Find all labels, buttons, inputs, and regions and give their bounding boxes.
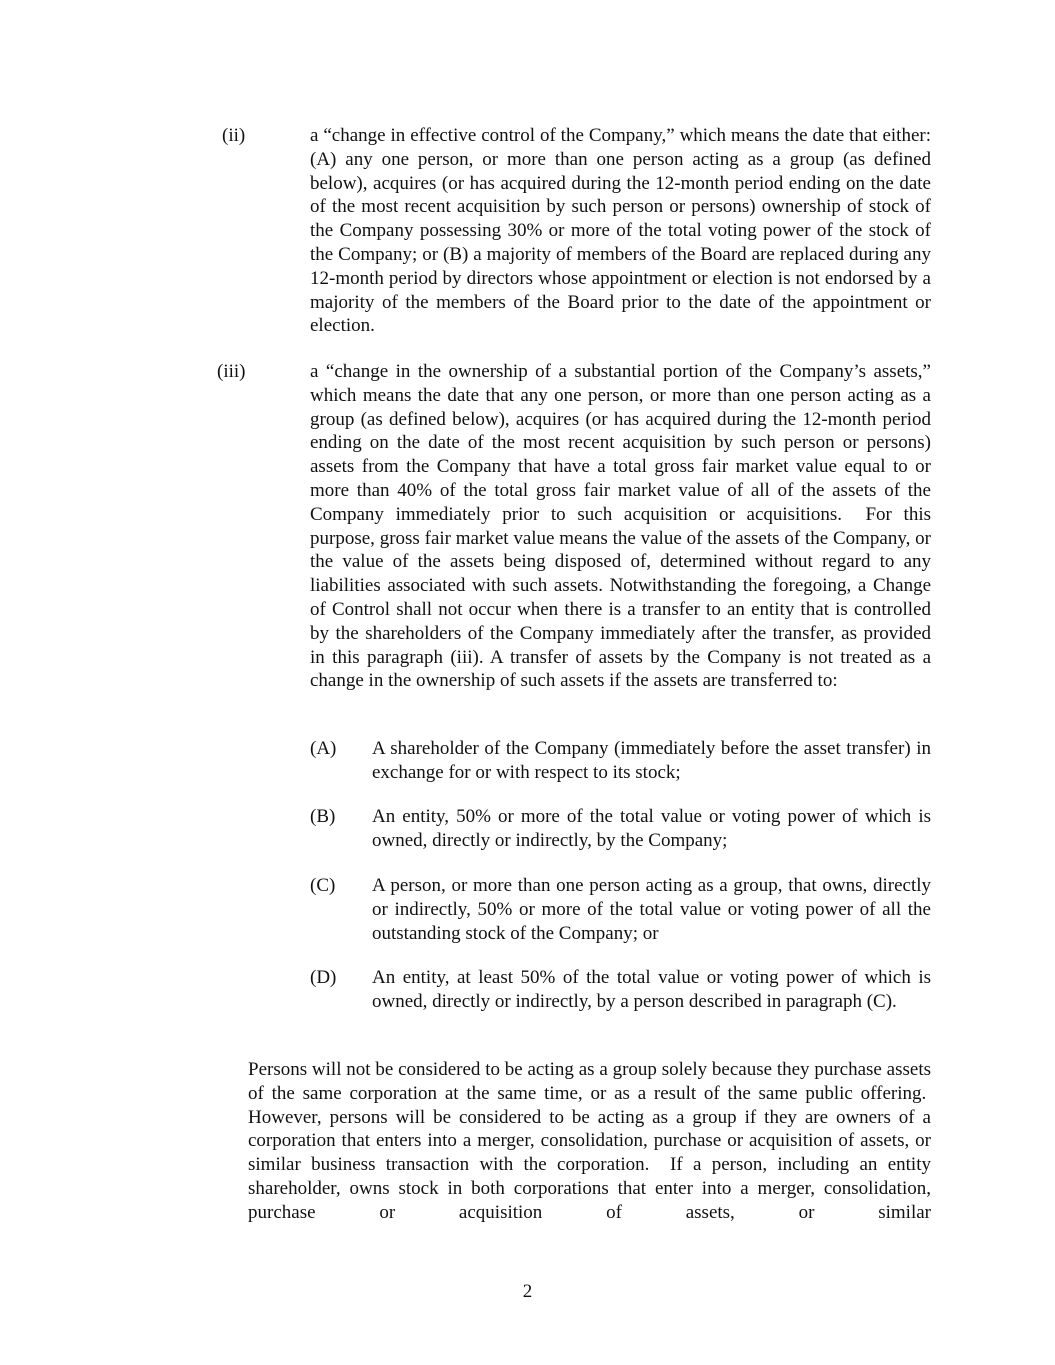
subitem-a-label: (A)	[310, 738, 337, 759]
subitem-c-label: (C)	[310, 875, 336, 896]
subitem-b-label: (B)	[310, 806, 336, 827]
section-iii-text: a “change in the ownership of a substantial portion of the Company’s assets,” which means the date that any one person, or more than one person acting as a group (as defined below), acquires (or has acquired during the 12-month period ending on the date of the most recent acquisition by such person or persons) assets from the Company that have a total gross fair market value equal to or more than 40% of the total gross fair market value of all of the assets of the Company immediately prior to such acquisition or acquisitions. For this purpose, gross fair market value means the value of the assets of the Company, or the value of the assets being disposed of, determined without regard to any liabilities associated with such assets. Notwithstanding the foregoing, a Change of Control shall not occur when there is a transfer to an entity that is controlled by the shareholders of the Company immediately after the transfer, as provided in this paragraph (iii). A transfer of assets by the Company is not treated as a change in the ownership of such assets if the assets are transferred to:	[310, 361, 931, 692]
subitem-a-text: A shareholder of the Company (immediately before the asset transfer) in exchange for or with respect to its stock;	[372, 738, 931, 783]
closing-paragraph: Persons will not be considered to be acting as a group solely because they purchase assets of the same corporation at the same time, or as a result of the same public offering. However, persons will be considered to be acting as a group if they are owners of a corporation that enters into a merger, consolidation, purchase or acquisition of assets, or similar business transaction with the corporation. If a person, including an entity shareholder, owns stock in both corporations that enter into a merger, consolidation, purchase or acquisition of assets, or similar	[248, 1059, 931, 1223]
section-iii-label: (iii)	[217, 361, 246, 382]
subitem-b-text: An entity, 50% or more of the total value or voting power of which is owned, directly or indirectly, by the Company;	[372, 806, 931, 851]
section-ii-text: a “change in effective control of the Company,” which means the date that either: (A) any one person, or more than one person acting as a group (as defined below), acquires (or has acquired during the 12-month period ending on the date of the most recent acquisition by such person or persons) ownership of stock of the Company possessing 30% or more of the total voting power of the stock of the Company; or (B) a majority of members of the Board are replaced during any 12-month period by directors whose appointment or election is not endorsed by a majority of the members of the Board prior to the date of the appointment or election.	[310, 125, 931, 337]
page-number: 2	[522, 1281, 533, 1302]
section-ii-label: (ii)	[222, 125, 246, 146]
subitem-d-label: (D)	[310, 967, 337, 988]
subitem-d-text: An entity, at least 50% of the total value or voting power of which is owned, directly or indirectly, by a person described in paragraph (C).	[372, 967, 931, 1012]
subitem-c-text: A person, or more than one person acting as a group, that owns, directly or indirectly, 50% or more of the total value or voting power of all the outstanding stock of the Company; or	[372, 875, 931, 944]
